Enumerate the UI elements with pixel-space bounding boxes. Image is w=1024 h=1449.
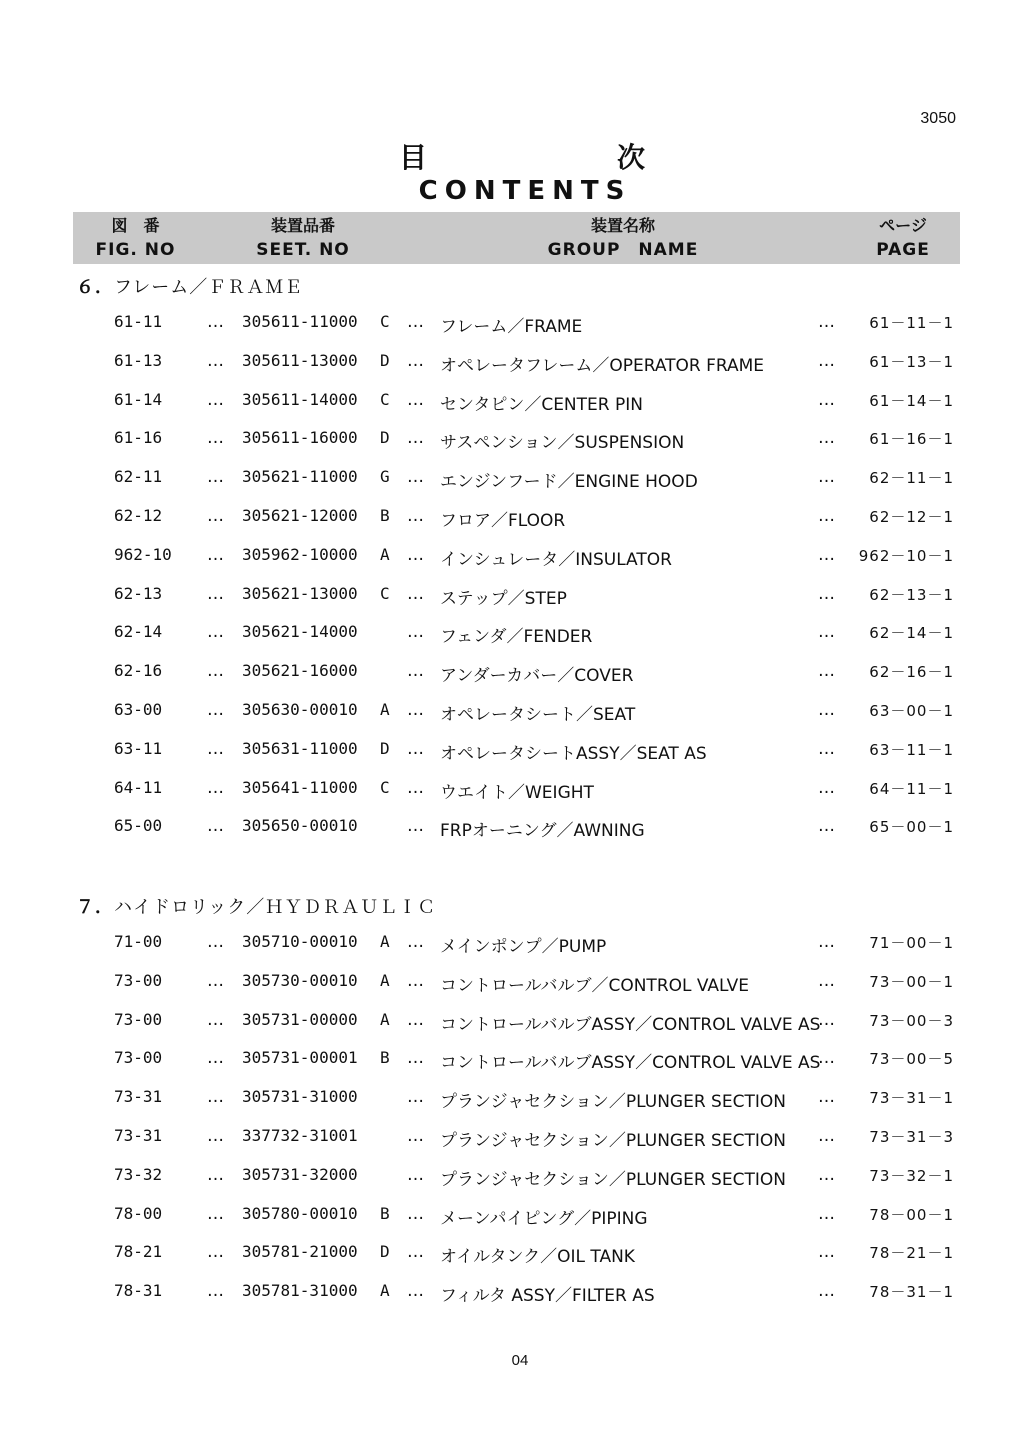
seet-number: 305730-00010: [242, 971, 358, 990]
contents-row[interactable]: [0, 1165, 1024, 1189]
fig-number: 62-11: [114, 467, 163, 486]
leader-dots: …: [818, 622, 835, 642]
leader-dots: …: [207, 932, 224, 952]
leader-dots: …: [407, 700, 424, 720]
contents-row[interactable]: [0, 351, 1024, 375]
group-name: フレーム／FRAME: [440, 317, 583, 337]
contents-row[interactable]: [0, 545, 1024, 569]
seet-number: 305731-31000: [242, 1087, 358, 1106]
seet-number: 305621-14000: [242, 622, 358, 641]
leader-dots: …: [818, 1204, 835, 1224]
leader-dots: …: [818, 816, 835, 836]
seet-number: 305621-13000: [242, 584, 358, 603]
fig-number: 64-11: [114, 778, 163, 797]
leader-dots: …: [207, 739, 224, 759]
leader-dots: …: [207, 390, 224, 410]
fig-number: 62-12: [114, 506, 163, 525]
seet-number: 305781-31000: [242, 1281, 358, 1300]
title-jp-left: 目: [399, 141, 428, 174]
fig-number: 62-13: [114, 584, 163, 603]
page-reference: 73－00－5: [869, 1050, 954, 1068]
group-name: メインポンプ／PUMP: [440, 937, 607, 957]
leader-dots: …: [207, 584, 224, 604]
seet-number: 305780-00010: [242, 1204, 358, 1223]
page-reference: 73－00－3: [869, 1012, 954, 1030]
header-fig: [73, 214, 198, 262]
group-name: インシュレータ／INSULATOR: [440, 550, 672, 570]
fig-number: 962-10: [114, 545, 172, 564]
page-reference: 62－16－1: [869, 663, 954, 681]
leader-dots: …: [207, 1281, 224, 1301]
fig-number: 71-00: [114, 932, 163, 951]
seet-number: 305611-14000: [242, 390, 358, 409]
seet-number: 305621-11000: [242, 467, 358, 486]
revision-letter: D: [380, 1242, 390, 1261]
page-number: 04: [511, 1352, 529, 1369]
fig-number: 73-31: [114, 1087, 163, 1106]
leader-dots: …: [818, 1281, 835, 1301]
leader-dots: …: [407, 778, 424, 798]
section-title: ハイドロリック／ＨＹＤＲＡＵＬＩＣ: [114, 897, 437, 918]
leader-dots: …: [407, 661, 424, 681]
leader-dots: …: [407, 971, 424, 991]
page-reference: 71－00－1: [869, 934, 954, 952]
contents-row[interactable]: [0, 584, 1024, 608]
section-heading: [76, 893, 436, 919]
seet-number: 305962-10000: [242, 545, 358, 564]
leader-dots: …: [207, 1010, 224, 1030]
leader-dots: …: [407, 1204, 424, 1224]
leader-dots: …: [818, 1126, 835, 1146]
leader-dots: …: [407, 506, 424, 526]
header-fig-jp: 図 番: [111, 216, 160, 235]
leader-dots: …: [407, 351, 424, 371]
revision-letter: C: [380, 584, 390, 603]
contents-row[interactable]: [0, 1087, 1024, 1111]
leader-dots: …: [407, 1010, 424, 1030]
leader-dots: …: [407, 1242, 424, 1262]
group-name: コントロールバルブ／CONTROL VALVE: [440, 976, 750, 996]
fig-number: 73-31: [114, 1126, 163, 1145]
leader-dots: …: [207, 506, 224, 526]
group-name: サスペンション／SUSPENSION: [440, 433, 685, 453]
revision-letter: A: [380, 971, 390, 990]
section-heading: [76, 273, 303, 299]
group-name: メーンパイピング／PIPING: [440, 1209, 648, 1229]
group-name: フェンダ／FENDER: [440, 627, 593, 647]
header-page-en: PAGE: [876, 240, 930, 260]
leader-dots: …: [407, 428, 424, 448]
leader-dots: …: [818, 351, 835, 371]
header-seet-en: SEET. NO: [256, 240, 350, 260]
group-name: オイルタンク／OIL TANK: [440, 1247, 635, 1267]
revision-letter: C: [380, 312, 390, 331]
fig-number: 63-00: [114, 700, 163, 719]
contents-row[interactable]: [0, 932, 1024, 956]
leader-dots: …: [407, 1048, 424, 1068]
group-name: オペレータシート／SEAT: [440, 705, 636, 725]
page-reference: 62－14－1: [869, 624, 954, 642]
page-reference: 61－11－1: [869, 314, 954, 332]
leader-dots: …: [207, 545, 224, 565]
seet-number: 305710-00010: [242, 932, 358, 951]
fig-number: 61-16: [114, 428, 163, 447]
fig-number: 65-00: [114, 816, 163, 835]
page-reference: 61－14－1: [869, 392, 954, 410]
contents-row[interactable]: [0, 428, 1024, 452]
contents-row[interactable]: [0, 816, 1024, 840]
leader-dots: …: [818, 506, 835, 526]
revision-letter: B: [380, 1048, 390, 1067]
section-title: フレーム／ＦＲＡＭＥ: [114, 277, 304, 298]
leader-dots: …: [207, 1165, 224, 1185]
contents-row[interactable]: [0, 390, 1024, 414]
leader-dots: …: [818, 700, 835, 720]
revision-letter: D: [380, 428, 390, 447]
leader-dots: …: [207, 428, 224, 448]
leader-dots: …: [818, 1165, 835, 1185]
revision-letter: B: [380, 1204, 390, 1223]
page-reference: 62－11－1: [869, 469, 954, 487]
leader-dots: …: [207, 816, 224, 836]
seet-number: 305731-32000: [242, 1165, 358, 1184]
seet-number: 305611-16000: [242, 428, 358, 447]
contents-row[interactable]: [0, 778, 1024, 802]
revision-letter: C: [380, 390, 390, 409]
leader-dots: …: [207, 700, 224, 720]
header-fig-en: FIG. NO: [95, 240, 176, 260]
contents-row[interactable]: [0, 739, 1024, 763]
leader-dots: …: [818, 390, 835, 410]
seet-number: 305641-11000: [242, 778, 358, 797]
header-page-jp: ページ: [879, 216, 927, 235]
contents-row[interactable]: [0, 467, 1024, 491]
revision-letter: A: [380, 700, 390, 719]
leader-dots: …: [407, 312, 424, 332]
fig-number: 78-31: [114, 1281, 163, 1300]
leader-dots: …: [818, 971, 835, 991]
contents-row[interactable]: [0, 700, 1024, 724]
leader-dots: …: [207, 1242, 224, 1262]
group-name: ウエイト／WEIGHT: [440, 783, 594, 803]
fig-number: 62-16: [114, 661, 163, 680]
page-reference: 62－12－1: [869, 508, 954, 526]
header-page: [853, 214, 953, 262]
page-reference: 73－32－1: [869, 1167, 954, 1185]
page-reference: 73－31－1: [869, 1089, 954, 1107]
contents-row[interactable]: [0, 506, 1024, 530]
group-name: プランジャセクション／PLUNGER SECTION: [440, 1170, 786, 1190]
leader-dots: …: [818, 584, 835, 604]
fig-number: 63-11: [114, 739, 163, 758]
revision-letter: G: [380, 467, 390, 486]
leader-dots: …: [818, 1048, 835, 1068]
header-group: [513, 214, 733, 262]
page-reference: 63－11－1: [869, 741, 954, 759]
fig-number: 78-21: [114, 1242, 163, 1261]
column-header-bar: [73, 212, 960, 264]
revision-letter: A: [380, 932, 390, 951]
leader-dots: …: [207, 661, 224, 681]
section-number: ６．: [76, 277, 114, 298]
leader-dots: …: [818, 467, 835, 487]
seet-number: 305631-11000: [242, 739, 358, 758]
page-reference: 65－00－1: [869, 818, 954, 836]
leader-dots: …: [407, 1087, 424, 1107]
leader-dots: …: [407, 584, 424, 604]
seet-number: 305621-12000: [242, 506, 358, 525]
group-name: オペレータフレーム／OPERATOR FRAME: [440, 356, 765, 376]
leader-dots: …: [818, 545, 835, 565]
title-en: CONTENTS: [418, 176, 632, 206]
page-reference: 78－00－1: [869, 1206, 954, 1224]
title-jp-right: 次: [617, 141, 646, 174]
header-seet-jp: 装置品番: [270, 216, 335, 235]
group-name: プランジャセクション／PLUNGER SECTION: [440, 1092, 786, 1112]
page-reference: 61－16－1: [869, 430, 954, 448]
group-name: コントロールバルブASSY／CONTROL VALVE AS: [440, 1015, 821, 1035]
revision-letter: A: [380, 1010, 390, 1029]
leader-dots: …: [207, 622, 224, 642]
leader-dots: …: [207, 1048, 224, 1068]
revision-letter: D: [380, 351, 390, 370]
leader-dots: …: [207, 1087, 224, 1107]
fig-number: 61-11: [114, 312, 163, 331]
contents-row[interactable]: [0, 1126, 1024, 1150]
group-name: オペレータシートASSY／SEAT AS: [440, 744, 707, 764]
leader-dots: …: [407, 1165, 424, 1185]
leader-dots: …: [818, 1242, 835, 1262]
fig-number: 73-32: [114, 1165, 163, 1184]
group-name: フィルタ ASSY／FILTER AS: [440, 1286, 655, 1306]
seet-number: 305630-00010: [242, 700, 358, 719]
group-name: コントロールバルブASSY／CONTROL VALVE AS: [440, 1053, 821, 1073]
fig-number: 61-14: [114, 390, 163, 409]
revision-letter: D: [380, 739, 390, 758]
contents-row[interactable]: [0, 1048, 1024, 1072]
contents-row[interactable]: [0, 1281, 1024, 1305]
header-seet: [233, 214, 373, 262]
revision-letter: B: [380, 506, 390, 525]
page-reference: 962－10－1: [858, 547, 954, 565]
leader-dots: …: [818, 932, 835, 952]
group-name: アンダーカバー／COVER: [440, 666, 634, 686]
leader-dots: …: [407, 1281, 424, 1301]
group-name: フロア／FLOOR: [440, 511, 566, 531]
seet-number: 337732-31001: [242, 1126, 358, 1145]
doc-number: 3050: [920, 110, 956, 127]
fig-number: 62-14: [114, 622, 163, 641]
leader-dots: …: [207, 1126, 224, 1146]
page-reference: 73－00－1: [869, 973, 954, 991]
leader-dots: …: [207, 971, 224, 991]
revision-letter: A: [380, 1281, 390, 1300]
leader-dots: …: [818, 1010, 835, 1030]
group-name: FRPオーニング／AWNING: [440, 821, 645, 841]
fig-number: 73-00: [114, 1010, 163, 1029]
leader-dots: …: [818, 312, 835, 332]
seet-number: 305611-13000: [242, 351, 358, 370]
leader-dots: …: [207, 778, 224, 798]
contents-row[interactable]: [0, 1204, 1024, 1228]
leader-dots: …: [407, 1126, 424, 1146]
seet-number: 305781-21000: [242, 1242, 358, 1261]
page-reference: 64－11－1: [869, 780, 954, 798]
group-name: ステップ／STEP: [440, 589, 567, 609]
page-reference: 78－31－1: [869, 1283, 954, 1301]
revision-letter: C: [380, 778, 390, 797]
leader-dots: …: [407, 622, 424, 642]
leader-dots: …: [407, 390, 424, 410]
seet-number: 305731-00000: [242, 1010, 358, 1029]
leader-dots: …: [407, 816, 424, 836]
group-name: センタピン／CENTER PIN: [440, 395, 643, 415]
page-reference: 78－21－1: [869, 1244, 954, 1262]
contents-row[interactable]: [0, 971, 1024, 995]
leader-dots: …: [818, 661, 835, 681]
leader-dots: …: [207, 467, 224, 487]
contents-row[interactable]: [0, 1010, 1024, 1034]
page-reference: 73－31－3: [869, 1128, 954, 1146]
leader-dots: …: [407, 739, 424, 759]
leader-dots: …: [207, 1204, 224, 1224]
group-name: エンジンフード／ENGINE HOOD: [440, 472, 698, 492]
leader-dots: …: [818, 1087, 835, 1107]
title-jp: [395, 136, 655, 172]
seet-number: 305611-11000: [242, 312, 358, 331]
revision-letter: A: [380, 545, 390, 564]
page-reference: 61－13－1: [869, 353, 954, 371]
contents-row[interactable]: [0, 661, 1024, 685]
leader-dots: …: [207, 312, 224, 332]
leader-dots: …: [818, 778, 835, 798]
leader-dots: …: [407, 932, 424, 952]
leader-dots: …: [818, 428, 835, 448]
contents-row[interactable]: [0, 1242, 1024, 1266]
page-reference: 62－13－1: [869, 586, 954, 604]
contents-row[interactable]: [0, 312, 1024, 336]
header-group-en: GROUP NAME: [547, 240, 699, 260]
leader-dots: …: [407, 467, 424, 487]
fig-number: 61-13: [114, 351, 163, 370]
contents-row[interactable]: [0, 622, 1024, 646]
page-reference: 63－00－1: [869, 702, 954, 720]
leader-dots: …: [407, 545, 424, 565]
leader-dots: …: [818, 739, 835, 759]
seet-number: 305621-16000: [242, 661, 358, 680]
fig-number: 73-00: [114, 971, 163, 990]
seet-number: 305650-00010: [242, 816, 358, 835]
fig-number: 73-00: [114, 1048, 163, 1067]
group-name: プランジャセクション／PLUNGER SECTION: [440, 1131, 786, 1151]
seet-number: 305731-00001: [242, 1048, 358, 1067]
fig-number: 78-00: [114, 1204, 163, 1223]
leader-dots: …: [207, 351, 224, 371]
header-group-jp: 装置名称: [590, 216, 655, 235]
section-number: ７．: [76, 897, 114, 918]
